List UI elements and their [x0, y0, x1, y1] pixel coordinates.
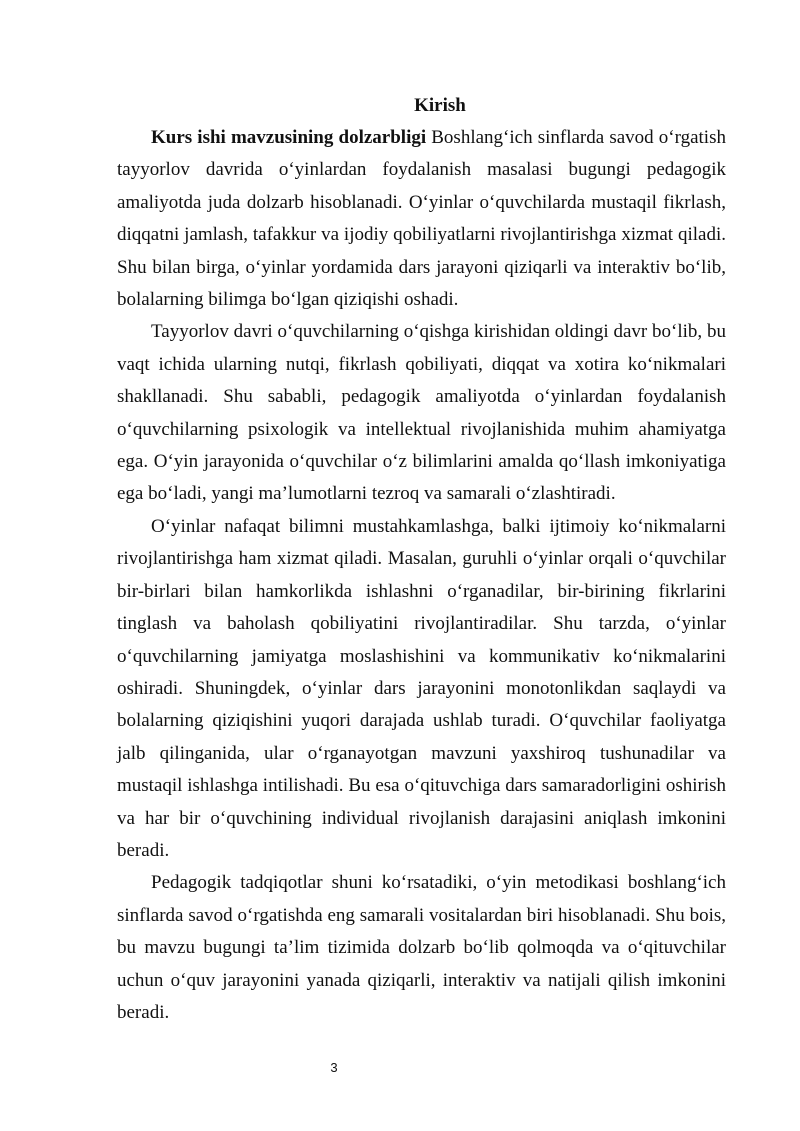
body-text	[117, 122, 726, 1029]
paragraph-text: Pedagogik tadqiqotlar shuni ko‘rsatadiki, o‘yin metodikasi boshlang‘ich sinflarda savod o‘rgatishda eng samarali vositalardan biri hisoblanadi. Shu bois, bu mavzu bugungi ta’lim tizimida dolzarb bo‘lib qolmoqda va o‘qituvchilar uchun o‘quv jarayonini yanada qiziqarli, interaktiv va natijali qilish imkonini beradi.	[117, 872, 726, 1023]
paragraph-text: Boshlang‘ich sinflarda savod o‘rgatish tayyorlov davrida o‘yinlardan foydalanish masalasi bugungi pedagogik amaliyotda juda dolzarb hisoblanadi. O‘yinlar o‘quvchilarda mustaqil fikrlash, diqqatni jamlash, tafakkur va ijodiy qobiliyatlarni rivojlantirishga xizmat qiladi. Shu bilan birga, o‘yinlar yordamida dars jarayoni qiziqarli va interaktiv bo‘lib, bolalarning bilimga bo‘lgan qiziqishi oshadi.	[117, 127, 726, 311]
section-heading: Kirish	[414, 95, 466, 116]
paragraph-research	[117, 867, 726, 1029]
paragraph-relevance	[117, 122, 726, 316]
page-number: 3	[330, 1060, 338, 1075]
paragraph-text: O‘yinlar nafaqat bilimni mustahkamlashga, balki ijtimoiy ko‘nikmalarni rivojlantirishga ham xizmat qiladi. Masalan, guruhli o‘yinlar orqali o‘quvchilar bir-birlari bilan hamkorlikda ishlashni o‘rganadilar, bir-birining fikrlarini tinglash va baholash qobiliyatini rivojlantiradilar. Shu tarzda, o‘yinlar o‘quvchilarning jamiyatga moslashishini va kommunikativ ko‘nikmalarini oshiradi. Shuningdek, o‘yinlar dars jarayonini monotonlikdan saqlaydi va bolalarning qiziqishini yuqori darajada ushlab turadi. O‘quvchilar faoliyatga jalb qilinganida, ular o‘rganayotgan mavzuni yaxshiroq tushunadilar va mustaqil ishlashga intilishadi. Bu esa o‘qituvchiga dars samaradorligini oshirish va har bir o‘quvchining individual rivojlanish darajasini aniqlash imkonini beradi.	[117, 515, 726, 861]
paragraph-preparatory-period	[117, 316, 726, 510]
paragraph-text: Tayyorlov davri o‘quvchilarning o‘qishga kirishidan oldingi davr bo‘lib, bu vaqt ichida ularning nutqi, fikrlash qobiliyati, diqqat va xotira ko‘nikmalari shakllanadi. Shu sababli, pedagogik amaliyotda o‘yinlardan foydalanish o‘quvchilarning psixologik va intellektual rivojlanishida muhim ahamiyatga ega. O‘yin jarayonida o‘quvchilar o‘z bilimlarini amalda qo‘llash imkoniyatiga ega bo‘ladi, yangi ma’lumotlarni tezroq va samarali o‘zlashtiradi.	[117, 321, 726, 505]
paragraph-lead: Kurs ishi mavzusining dolzarbligi	[151, 127, 427, 148]
paragraph-social-skills	[117, 511, 726, 867]
